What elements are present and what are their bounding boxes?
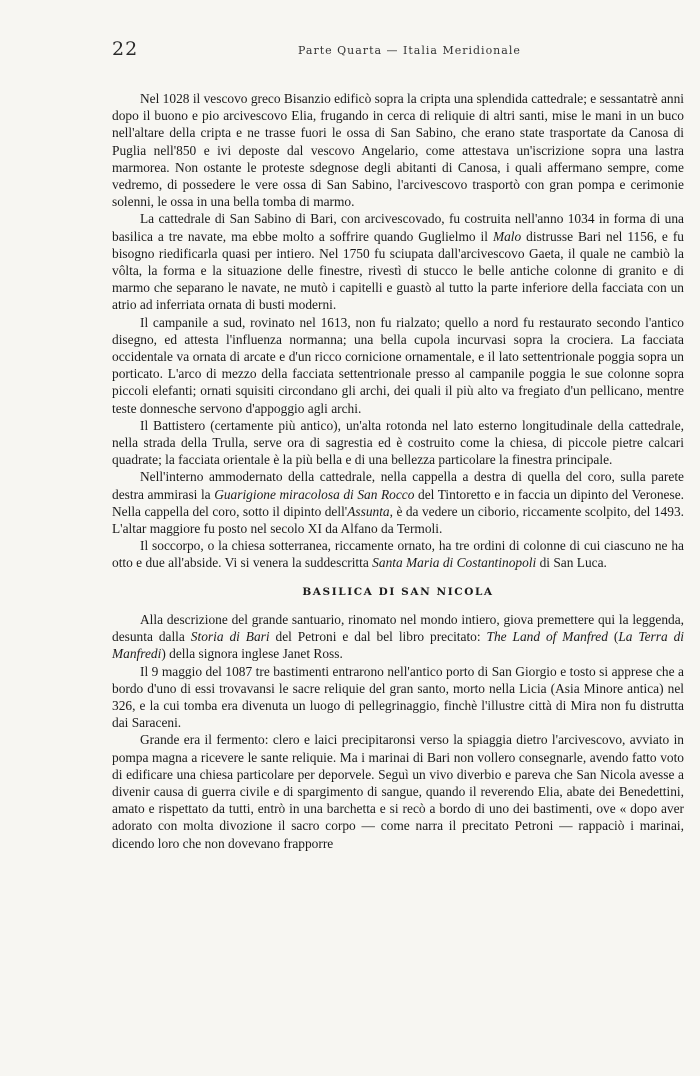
paragraph-2-italic: Malo xyxy=(492,228,522,244)
paragraph-9 xyxy=(112,731,684,851)
paragraph-5-italic-2: Assunta xyxy=(347,503,390,519)
paragraph-7-text-c: ( xyxy=(607,629,619,645)
paragraph-7-text-b: del Petroni e dal bel libro precitato: xyxy=(269,629,487,645)
paragraph-7-text-d: ) della signora inglese Janet Ross. xyxy=(161,646,343,662)
paragraph-5-italic-1: Guarigione miracolosa di San Rocco xyxy=(214,486,415,502)
paragraph-6-text-b: di San Luca. xyxy=(536,555,607,571)
paragraph-2-text-b: distrusse Bari nel 1156, e fu bisogno riedificarla quasi per intiero. Nel 1750 fu sciupata dall'arcivescovo Gaeta, il quale ne cambiò la vôlta, la forma e la situazione delle finestre, rivestì di stucco le belle antiche colonne di granito e di marmo che separano le navate, ne mutò i capitelli e guastò al tutto la parte inferiore della facciata con un atrio ad inferriata ornata di busti moderni. xyxy=(112,228,684,313)
body-text xyxy=(112,90,684,852)
paragraph-6-text-a: Il soccorpo, o la chiesa sotterranea, riccamente ornato, ha tre ordini di colonne di cui ciascuno ne ha otto e due all'abside. Vi si venera la suddescritta xyxy=(112,538,684,571)
paragraph-3 xyxy=(112,314,684,417)
paragraph-4-text: Il Battistero (certamente più antico), un'alta rotonda nel lato esterno longitudinale della cattedrale, nella strada della Trulla, serve ora di sagrestia ed è costruito come la chiesa, di piccole pietre calcari quadrate; la facciata orientale è la più bella e di una bellezza particolare la finestra principale. xyxy=(112,417,684,468)
paragraph-5 xyxy=(112,468,684,537)
paragraph-4 xyxy=(112,417,684,469)
section-heading: BASILICA DI SAN NICOLA xyxy=(302,585,494,598)
paragraph-2 xyxy=(112,210,684,313)
paragraph-7 xyxy=(112,611,684,663)
paragraph-1 xyxy=(112,90,684,210)
paragraph-9-text: Grande era il fermento: clero e laici precipitaronsi verso la spiaggia dietro l'arcivescovo, avviato in pompa magna a ricevere le sante reliquie. Ma i marinai di Bari non vollero consegnarle, avendo fatto voto di edificare una chiesa particolare per deporvele. Seguì un vivo diverbio e pareva che San Nicola avesse a divenir causa di guerra civile e di spargimento di sangue, quando il reverendo Elia, abate dei Benedettini, amato e rispettato da tutti, entrò in una barchetta e si recò a bordo di uno dei bastimenti, ove « dopo aver adorato con molta divozione il sacro corpo — come narra il precitato Petroni — rappaciò i marinai, dicendo loro che non dovevano frapporre xyxy=(112,732,684,851)
paragraph-7-text-a: Alla descrizione del grande santuario, rinomato nel mondo intiero, giova premettere qui la leggenda, desunta dalla xyxy=(112,611,684,645)
page-number: 22 xyxy=(112,38,139,60)
paragraph-5-text-a: Nell'interno ammodernato della cattedrale, nella cappella a destra di quella del coro, sulla parete destra ammirasi la xyxy=(112,469,684,502)
paragraph-6-italic: Santa Maria di Costantinopoli xyxy=(372,555,537,571)
paragraph-8-text: Il 9 maggio del 1087 tre bastimenti entrarono nell'antico porto di San Giorgio e tosto si apprese che a bordo d'uno di essi trovavansi le sacre reliquie del gran santo, morto nella Licia (Asia Minore antica) nel 326, e la cui tomba era divenuta un luogo di pellegrinaggio, finchè l'illustre città di Mira non fu distrutta dai Saraceni. xyxy=(112,663,684,731)
paragraph-7-italic-1: Storia di Bari xyxy=(190,629,270,645)
running-title: Parte Quarta — Italia Meridionale xyxy=(298,44,521,57)
running-head xyxy=(112,38,682,62)
paragraph-2-text-a: La cattedrale di San Sabino di Bari, con arcivescovado, fu costruita nell'anno 1034 in forma di una basilica a tre navate, ma ebbe molto a soffrire quando Guglielmo il xyxy=(112,211,684,244)
paragraph-7-italic-2: The Land of Manfred xyxy=(486,629,608,645)
paragraph-5-text-c: , è da vedere un ciborio, riccamente scolpito, del 1493. L'altar maggiore fu posto nel secolo XI da Alfano da Termoli. xyxy=(112,503,684,537)
paragraph-1-text: Nel 1028 il vescovo greco Bisanzio edificò sopra la cripta una splendida cattedrale; e sessantatrè anni dopo il buono e pio arcivescovo Elia, frugando in cerca di reliquie di altri santi, mise le mani in un buco nell'altare della cripta e ne trasse fuori le ossa di San Sabino, che erano state trasportate da Canosa di Puglia nell'850 e ivi deposte dal vescovo Angelario, come attestava un'iscrizione sopra una lastra marmorea. Non ostante le proteste sdegnose degli abitanti di Canosa, i quali affermano sempre, come vedremo, di possedere le vere ossa di San Sabino, l'arcivescovo trasportò con gran pompa e cerimonie solenni, le ossa in una bella tomba di marmo. xyxy=(112,91,684,210)
paragraph-8 xyxy=(112,663,684,732)
paragraph-6 xyxy=(112,537,684,571)
paragraph-7-italic-3: La Terra di Manfredi xyxy=(112,629,685,662)
paragraph-3-text: Il campanile a sud, rovinato nel 1613, non fu rialzato; quello a nord fu restaurato secondo l'antico disegno, ed attesta l'influenza normanna; una bella cupola incurvasi sopra la crociera. La facciata occidentale va ornata di arcate e d'un ricco cornicione ornamentale, e il lato settentrionale poggia sopra un porticato. L'arco di mezzo della facciata settentrionale presso al campanile poggia le sue colonne sopra piccoli elefanti; ornati squisiti circondano gli archi, dei quali il più alto va fregiato d'un pellicano, mentre teste donnesche servono d'appoggio agli archi. xyxy=(112,314,684,416)
paragraph-5-text-b: del Tintoretto e in faccia un dipinto del Veronese. Nella cappella del coro, sotto il dipinto dell' xyxy=(112,486,684,519)
